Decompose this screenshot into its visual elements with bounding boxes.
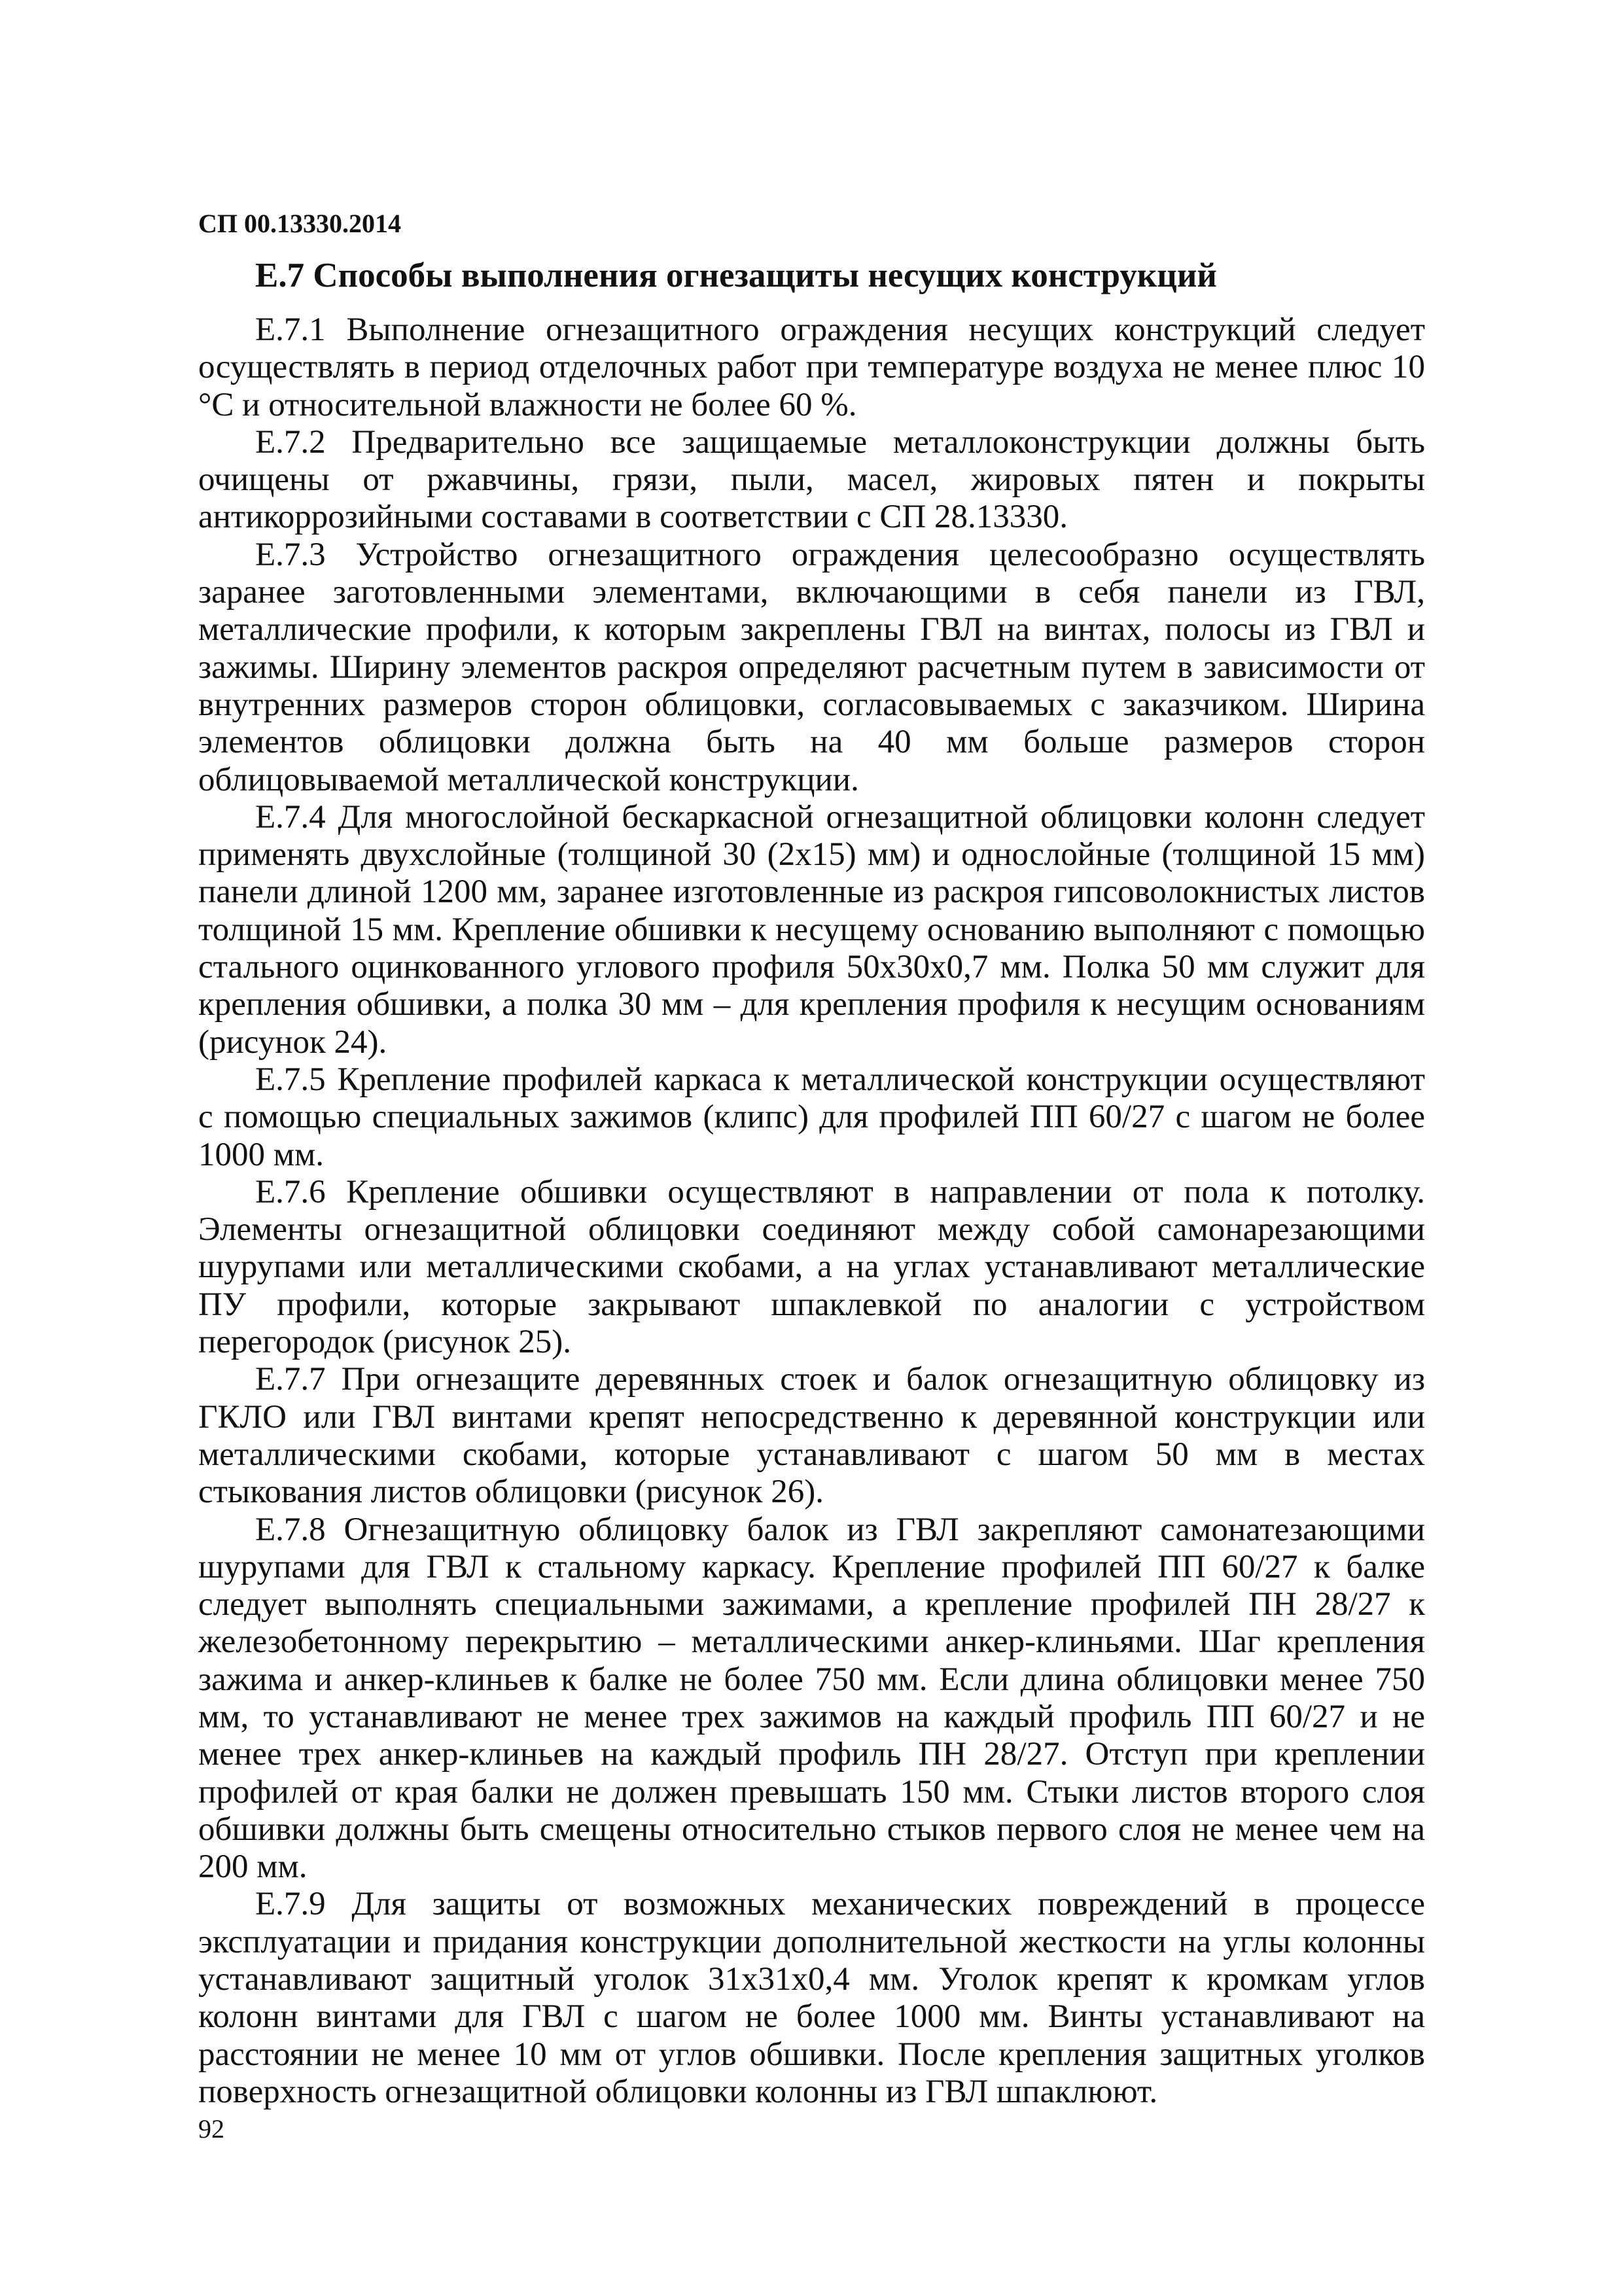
paragraph-e-7-3: Е.7.3 Устройство огнезащитного ограждения целесообразно осуществлять заранее заготовленными элементами, включающими в себя панели из ГВЛ, металлические профили, к которым закреплены ГВЛ на винтах, полосы из ГВЛ и зажимы. Ширину элементов раскроя определяют расчетным путем в зависимости от внутренних размеров сторон облицовки, согласовываемых с заказчиком. Ширина элементов облицовки должна быть на 40 мм больше размеров сторон облицовываемой металлической конструкции. (198, 536, 1425, 798)
paragraph-e-7-5: Е.7.5 Крепление профилей каркаса к металлической конструкции осуществляют с помощью специальных зажимов (клипс) для профилей ПП 60/27 с шагом не более 1000 мм. (198, 1061, 1425, 1173)
paragraph-e-7-9: Е.7.9 Для защиты от возможных механических повреждений в процессе эксплуатации и придания конструкции дополнительной жесткости на углы колонны устанавливают защитный уголок 31х31х0,4 мм. Уголок крепят к кромкам углов колонн винтами для ГВЛ с шагом не более 1000 мм. Винты устанавливают на расстоянии не менее 10 мм от углов обшивки. После крепления защитных уголков поверхность огнезащитной облицовки колонны из ГВЛ шпаклюют. (198, 1886, 1425, 2110)
paragraph-e-7-2: Е.7.2 Предварительно все защищаемые металлоконструкции должны быть очищены от ржавчины, грязи, пыли, масел, жировых пятен и покрыты антикоррозийными составами в соответствии с СП 28.13330. (198, 423, 1425, 536)
paragraph-e-7-6: Е.7.6 Крепление обшивки осуществляют в направлении от пола к потолку. Элементы огнезащитной облицовки соединяют между собой самонарезающими шурупами или металлическими скобами, а на углах устанавливают металлические ПУ профили, которые закрывают шпаклевкой по аналогии с устройством перегородок (рисунок 25). (198, 1173, 1425, 1361)
paragraph-e-7-7: Е.7.7 При огнезащите деревянных стоек и балок огнезащитную облицовку из ГКЛО или ГВЛ винтами крепят непосредственно к деревянной конструкции или металлическими скобами, которые устанавливают с шагом 50 мм в местах стыкования листов облицовки (рисунок 26). (198, 1361, 1425, 1511)
section-title: Е.7 Способы выполнения огнезащиты несущих конструкций (255, 256, 1217, 294)
paragraph-e-7-8: Е.7.8 Огнезащитную облицовку балок из ГВЛ закрепляют самонатезающими шурупами для ГВЛ к стальному каркасу. Крепление профилей ПП 60/27 к балке следует выполнять специальными зажимами, а крепление профилей ПН 28/27 к железобетонному перекрытию – металлическими анкер-клиньями. Шаг крепления зажима и анкер-клиньев к балке не более 750 мм. Если длина облицовки менее 750 мм, то устанавливают не менее трех зажимов на каждый профиль ПП 60/27 и не менее трех анкер-клиньев на каждый профиль ПН 28/27. Отступ при креплении профилей от края балки не должен превышать 150 мм. Стыки листов второго слоя обшивки должны быть смещены относительно стыков первого слоя не менее чем на 200 мм. (198, 1511, 1425, 1886)
section-body (198, 311, 1425, 2111)
document-code: СП 00.13330.2014 (198, 209, 401, 238)
page-number: 92 (198, 2114, 224, 2144)
paragraph-e-7-4: Е.7.4 Для многослойной бескаркасной огнезащитной облицовки колонн следует применять двухслойные (толщиной 30 (2х15) мм) и однослойные (толщиной 15 мм) панели длиной 1200 мм, заранее изготовленные из раскроя гипсоволокнистых листов толщиной 15 мм. Крепление обшивки к несущему основанию выполняют с помощью стального оцинкованного углового профиля 50х30х0,7 мм. Полка 50 мм служит для крепления обшивки, а полка 30 мм – для крепления профиля к несущим основаниям (рисунок 24). (198, 798, 1425, 1061)
paragraph-e-7-1: Е.7.1 Выполнение огнезащитного ограждения несущих конструкций следует осуществлять в период отделочных работ при температуре воздуха не менее плюс 10 °С и относительной влажности не более 60 %. (198, 311, 1425, 423)
